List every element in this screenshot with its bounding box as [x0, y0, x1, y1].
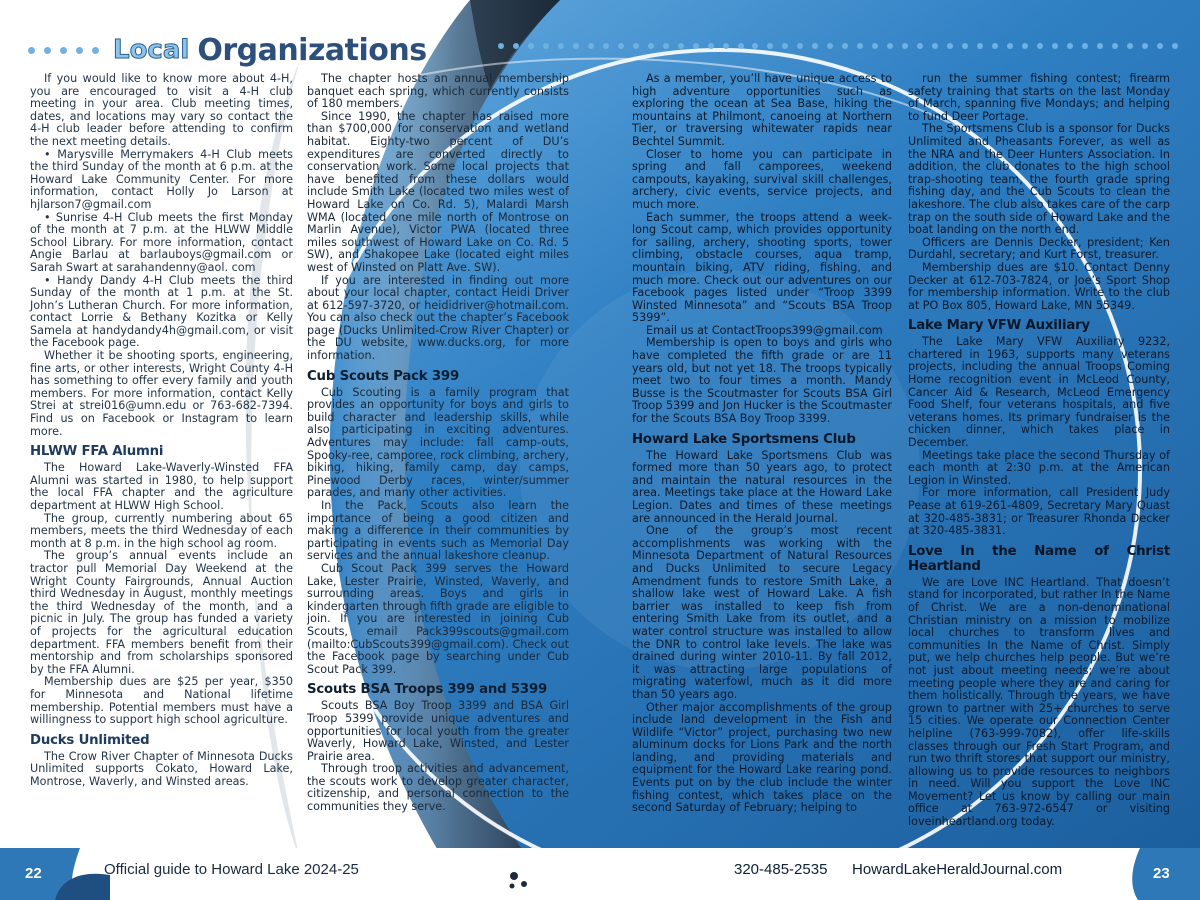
dot [603, 43, 609, 49]
dot [1097, 43, 1103, 49]
dot [693, 43, 699, 49]
paragraph: The Lake Mary VFW Auxiliary 9232, chartered in 1963, supports many veterans projects, including the annual Troops Coming Home recognition event in McLeod County, Cancer Aid & Research, McLeod Emergency Food Shelf, four veterans hospitals, and five veterans homes. Its primary fundraiser is the chicken dinner, which takes place in December. [908, 335, 1170, 450]
dot [723, 43, 729, 49]
footer-guide-title: Official guide to Howard Lake 2024-25 [104, 861, 359, 878]
paragraph: Each summer, the troops attend a week-long Scout camp, which provides opportunity for sailing, archery, shooting sports, tower climbing, obstacle courses, aqua tramp, mountain biking, ATV riding, fishing, and much more. Check out our adventures on our Facebook pages listed under “Troop 3399 Winsted Minnesota” and “Scouts BSA Troop 5399”. [632, 210, 892, 325]
paragraph: The Howard Lake-Waverly-Winsted FFA Alumni was started in 1980, to help support the local FFA chapter and the agriculture department at HLWW High School. [30, 461, 293, 512]
dot [917, 43, 923, 49]
column-2 [307, 73, 569, 814]
heading-cub-scouts: Cub Scouts Pack 399 [307, 368, 460, 384]
section-title [28, 30, 427, 70]
heading-ffa-alumni: HLWW FFA Alumni [30, 444, 164, 460]
dot [782, 43, 788, 49]
paragraph: Cub Scouting is a family program that provides an opportunity for boys and girls to build character and leadership skills, while also participating in exciting adventures. Adventures may include: fall camp-outs, Spooky-ree, camporee, rock climbing, archery, biking, hiking, family camp, day camps, Pinewood Derby races, winter/summer parades, and many other activities. [307, 385, 569, 500]
dot [1172, 43, 1178, 49]
dot [992, 43, 998, 49]
dot [962, 43, 968, 49]
dot [1007, 43, 1013, 49]
dot [44, 47, 51, 54]
paragraph: As a member, you’ll have unique access to high adventure opportunities such as exploring the ocean at Sea Base, hiking the mountains at Philmont, canoeing at Northern Tier, or traversing whitewater rapids near Bechtel Summit. [632, 72, 892, 148]
dot [543, 43, 549, 49]
dot [1067, 43, 1073, 49]
title-organizations: Organizations [197, 32, 427, 68]
title-local: Local [113, 35, 190, 65]
column-1 [30, 73, 293, 788]
column-4 [908, 73, 1170, 829]
paragraph: If you would like to know more about 4-H, you are encouraged to visit a 4-H club meeting in your area. Club meeting times, dates, and locations may vary so contact the 4-H club leader before attending to confirm the next meeting details. [30, 72, 293, 148]
paragraph: Cub Scout Pack 399 serves the Howard Lake, Lester Prairie, Winsted, Waverly, and surrounding areas. Boys and girls in kindergarten through fifth grade are eligible to join. If you are interested in joining Cub Scouts, email Pack399scouts@gmail.com (mailto:CubScouts399@gmail.com). Check out the Facebook page by searching under Cub Scout Pack 399. [307, 561, 569, 676]
footer-phone: 320-485-2535 [734, 861, 828, 878]
dot [738, 43, 744, 49]
paragraph: The Crow River Chapter of Minnesota Ducks Unlimited supports Cokato, Howard Lake, Montrose, Waverly, and Winsted areas. [30, 749, 293, 788]
dot [588, 43, 594, 49]
column-3 [632, 73, 892, 815]
paragraph: Membership dues are $25 per year, $350 for Minnesota and National lifetime membership. Potential members must have a willingness to support high school agriculture. [30, 675, 293, 727]
dot [1142, 43, 1148, 49]
page-number-left: 22 [25, 865, 42, 882]
paragraph: The group, currently numbering about 65 members, meets the third Wednesday of each month at 8 p.m. in the high school ag room. [30, 511, 293, 550]
heading-sportsmens-club: Howard Lake Sportsmens Club [632, 431, 856, 447]
dot [558, 43, 564, 49]
dot [887, 43, 893, 49]
paragraph: Meetings take place the second Thursday of each month at 2:30 p.m. at the American Legion in Winsted. [908, 448, 1170, 487]
title-dots-right [498, 43, 1178, 53]
dot [573, 43, 579, 49]
paragraph: • Marysville Merrymakers 4-H Club meets the third Sunday of the month at 6 p.m. at the Howard Lake Community Center. For more information, contact Holly Jo Larson at hjlarson7@gmail.com [30, 147, 293, 211]
paragraph: Membership dues are $10. Contact Denny Decker at 612-703-7824, or Joe’s Sport Shop for membership information. Write to the club at PO Box 805, Howard Lake, MN 55349. [908, 260, 1170, 312]
dot [708, 43, 714, 49]
dot [1052, 43, 1058, 49]
dot [528, 43, 534, 49]
paragraph: run the summer fishing contest; firearm safety training that starts on the last Monday of March, spanning five Mondays; and helping to fund Deer Portage. [908, 72, 1170, 123]
dot [1157, 43, 1163, 49]
paragraph: Whether it be shooting sports, engineering, fine arts, or other interests, Wright County 4-H has something to offer every family and youth members. For more information, contact Kelly Strei at strei016@umn.edu or 763-682-7394. Find us on Facebook or Instagram to learn more. [30, 349, 293, 438]
heading-ducks-unlimited: Ducks Unlimited [30, 732, 150, 748]
dot [28, 47, 35, 54]
paragraph: Membership is open to boys and girls who have completed the fifth grade or are 11 years old, but not yet 18. The troops typically meet two to four times a month. Mandy Busse is the Scoutmaster for Scouts BSA Girl Troop 5399 and Jon Hucker is the Scoutmaster for the Scouts BSA Boy Troop 3399. [632, 336, 892, 426]
dot [1082, 43, 1088, 49]
dot [1037, 43, 1043, 49]
dot [977, 43, 983, 49]
dot [498, 43, 504, 49]
dot [92, 47, 99, 54]
footer-website: HowardLakeHeraldJournal.com [852, 861, 1063, 878]
paragraph: The group’s annual events include an tractor pull Memorial Day Weekend at the Wright County Fairgrounds, Annual Auction third Wednesday in August, monthly meetings the third Wednesday of the month, and a picnic in July. The group has funded a variety of projects for the agricultural education department. FFA members benefit from their mentorship and from scholarships sponsored by the FFA Alumni. [30, 549, 293, 676]
paragraph: One of the group’s most recent accomplishments was working with the Minnesota Department of Natural Resources and Ducks Unlimited to secure Legacy Amendment funds to restore Smith Lake, a shallow lake west of Howard Lake. A fish barrier was installed to keep fish from entering Smith Lake from its outlet, and a water control structure was installed to allow the DNR to control lake levels. The lake was drained during winter 2010-11. By fall 2012, it was attracting large populations of migrating waterfowl, much as it did more than 50 years ago. [632, 524, 892, 701]
dot [857, 43, 863, 49]
dot [947, 43, 953, 49]
paragraph: Since 1990, the chapter has raised more than $700,000 for conservation and wetland habitat. Eighty-two percent of DU’s expenditures are converted directly to conservation work. Some local projects that have benefited from these dollars would include Smith Lake (located two miles west of Howard Lake on Co. Rd. 5), Malardi Marsh WMA (located one mile north of Montrose on Marlin Avenue), Victor PWA (located three miles southwest of Howard Lake on Co. Rd. 5 SW), and Shakopee Lake (located eight miles west of Winsted on Platt Ave. SW). [307, 109, 569, 274]
dot [618, 43, 624, 49]
dot [872, 43, 878, 49]
heading-vfw-auxiliary: Lake Mary VFW Auxiliary [908, 318, 1090, 334]
dot [1022, 43, 1028, 49]
paragraph: In the Pack, Scouts also learn the importance of being a good citizen and making a difference in their communities by participating in events such as Memorial Day services and the annual lakeshore cleanup. [307, 499, 569, 563]
dot [767, 43, 773, 49]
dot [60, 47, 67, 54]
paragraph: The Howard Lake Sportsmens Club was formed more than 50 years ago, to protect and maintain the natural resources in the area. Meetings take place at the Howard Lake Legion. Dates and times of these meetings are announced in the Herald Journal. [632, 448, 892, 525]
title-dots-left [28, 47, 99, 54]
paragraph: Email us at ContactTroops399@gmail.com [646, 323, 883, 337]
page-number-right: 23 [1153, 865, 1170, 882]
paragraph: • Handy Dandy 4-H Club meets the third Sunday of the month at 1 p.m. at the St. John’s Lutheran Church. For more information, contact Lorrie & Bethany Kozitka or Kelly Samela at handydandy4h@gmail.com, or visit the Facebook page. [30, 273, 293, 350]
heading-love-inc: Love In the Name of Christ Heartland [908, 543, 1170, 574]
dot [513, 43, 519, 49]
dot [648, 43, 654, 49]
paragraph: We are Love INC Heartland. That doesn’t stand for incorporated, but rather In the Name of Christ. We are a non-denominational Christian ministry on a mission to mobilize local churches to transform lives and communities In the Name of Christ. Simply put, we help churches help people. But we’re not just about meeting needs; we’re about meeting people where they are and caring for them holistically. Through the years, we have grown to partner with 25+ churches to serve 15 cities. We operate our Connection Center helpline (763-999-7082), offer life-skills classes through our Fresh Start Program, and run two thrift stores that support our ministry, allowing us to provide resources to neighbors in need. Will you support the Love INC Movement? Let us know by calling our main office at 763-972-6547 or visiting loveinheartland.org today. [908, 575, 1170, 829]
dot [1127, 43, 1133, 49]
paragraph: Scouts BSA Boy Troop 3399 and BSA Girl Troop 5399 provide unique adventures and opportunities for local youth from the greater Waverly, Howard Lake, Winsted, and Lester Prairie area. [307, 699, 569, 763]
dot [633, 43, 639, 49]
dot [797, 43, 803, 49]
dot [752, 43, 758, 49]
dot [902, 43, 908, 49]
dot [678, 43, 684, 49]
dot [842, 43, 848, 49]
dot [663, 43, 669, 49]
heading-scouts-bsa-troops: Scouts BSA Troops 399 and 5399 [307, 682, 548, 698]
dot [76, 47, 83, 54]
paragraph: • Sunrise 4-H Club meets the first Monday of the month at 7 p.m. at the HLWW Middle School Library. For more information, contact Angie Barlau at barlauboys@gmail.com or Sarah Swart at sarahandenny@aol. com [30, 210, 293, 274]
dot [1112, 43, 1118, 49]
paragraph: If you are interested in finding out more about your local chapter, contact Heidi Driver at 612-597-3720, or heididriver@hotmail.com. You can also check out the chapter’s Facebook page (Ducks Unlimited-Crow River Chapter) or the DU website, www.ducks.org, for more information. [307, 273, 569, 363]
dot [932, 43, 938, 49]
paragraph: For more information, call President Judy Pease at 619-261-4809, Secretary Mary Quast at 320-485-3831; or Treasurer Rhonda Decker at 320-485-3831. [908, 486, 1170, 538]
dot [812, 43, 818, 49]
paragraph: The Sportsmens Club is a sponsor for Ducks Unlimited and Pheasants Forever, as well as the NRA and the Deer Hunters Association. In addition, the club donates to the high school trap-shooting team, the fourth grade spring fishing day, and the Cub Scouts to clean the lakeshore. The club also takes care of the carp trap on the south side of Howard Lake and the boat landing on the north end. [908, 122, 1170, 237]
paragraph: Through troop activities and advancement, the scouts work to develop greater character, citizenship, and personal connection to the communities they serve. [307, 762, 569, 814]
paragraph: Closer to home you can participate in spring and fall camporees, weekend campouts, kayaking, survival skill challenges, archery, civic events, service projects, and much more. [632, 147, 892, 211]
paragraph: The chapter hosts an annual membership banquet each spring, which currently consists of 180 members. [307, 72, 569, 111]
paragraph: Officers are Dennis Decker, president; Ken Durdahl, secretary; and Kurt Forst, treasurer. [908, 235, 1170, 262]
dot [827, 43, 833, 49]
paragraph: Other major accomplishments of the group include land development in the Fish and Wildlife “Victor” project, purchasing two new aluminum docks for Lions Park and the north landing, and providing materials and equipment for the Howard Lake rearing pond. Events put on by the club include the winter fishing contest, which takes place on the second Saturday of February; helping to [632, 700, 892, 815]
